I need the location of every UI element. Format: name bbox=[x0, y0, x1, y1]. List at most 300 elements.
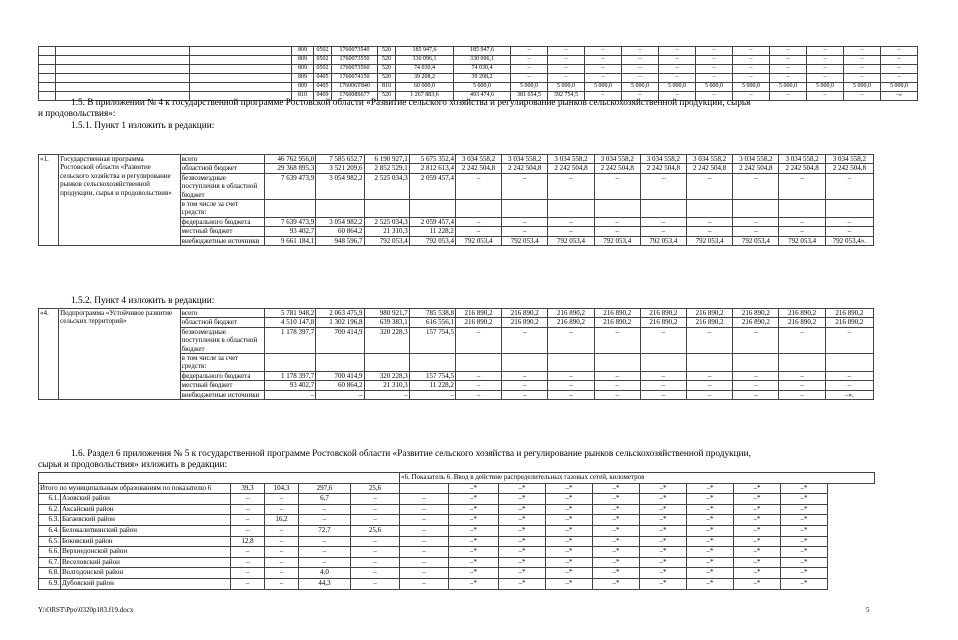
funding-value: 6 190 927,1 bbox=[364, 155, 409, 164]
funding-value: – bbox=[455, 217, 501, 226]
table-cell: – bbox=[548, 56, 585, 65]
funding-value: 157 754,5 bbox=[409, 327, 455, 353]
indicator-value: – bbox=[299, 547, 351, 558]
indicator-value: 44,3 bbox=[299, 578, 351, 589]
funding-value bbox=[409, 200, 455, 218]
table-cell: 1 267 883,6 bbox=[396, 92, 454, 101]
funding-value bbox=[364, 200, 409, 218]
funding-value: 3 034 558,2 bbox=[733, 155, 779, 164]
table-row bbox=[39, 47, 958, 56]
table-cell: 520 bbox=[378, 65, 396, 74]
funding-value: 216 890,2 bbox=[640, 309, 686, 318]
indicator-value: 4,0 bbox=[299, 568, 351, 579]
table-cell: 5 000,0 bbox=[548, 83, 585, 92]
funding-value: 216 890,2 bbox=[502, 309, 548, 318]
indicator-value: –* bbox=[546, 547, 593, 558]
table-row bbox=[39, 473, 875, 484]
table-cell: – bbox=[807, 56, 844, 65]
indicator-value: –* bbox=[781, 525, 828, 536]
funding-value bbox=[548, 354, 594, 372]
funding-value: 216 890,2 bbox=[825, 318, 873, 327]
table-row bbox=[39, 74, 958, 83]
funding-value: 216 890,2 bbox=[779, 318, 825, 327]
indicator-value: –* bbox=[593, 578, 640, 589]
funding-value: 1 302 196,8 bbox=[316, 318, 364, 327]
table-cell: 520 bbox=[378, 56, 396, 65]
indicator-value: – bbox=[351, 547, 400, 558]
empty-cell bbox=[39, 56, 56, 65]
indicator-value: –* bbox=[546, 525, 593, 536]
table-cell: – bbox=[696, 65, 733, 74]
table-cell: 0502 bbox=[314, 47, 332, 56]
table-cell: 5 000,0 bbox=[696, 83, 733, 92]
indicator-value: – bbox=[400, 515, 449, 526]
funding-value: 792 053,4 bbox=[687, 236, 733, 245]
indicator-value: – bbox=[265, 494, 299, 505]
funding-value: 216 890,2 bbox=[455, 318, 501, 327]
indicator-value: – bbox=[231, 504, 265, 515]
funding-value: – bbox=[779, 227, 825, 236]
indicator-value: 72,7 bbox=[299, 525, 351, 536]
table-cell: – bbox=[807, 92, 844, 101]
funding-value: 3 034 558,2 bbox=[594, 155, 640, 164]
funding-value: 1 178 397,7 bbox=[265, 327, 316, 353]
funding-value: 3 054 982,2 bbox=[316, 217, 364, 226]
funding-value: – bbox=[687, 217, 733, 226]
total-value: –* bbox=[593, 483, 640, 494]
table-cell: – bbox=[770, 74, 807, 83]
indicator-value: – bbox=[231, 494, 265, 505]
funding-value bbox=[409, 354, 455, 372]
funding-value: 216 890,2 bbox=[733, 309, 779, 318]
table-cell: – bbox=[585, 56, 622, 65]
indicator-value: – bbox=[231, 515, 265, 526]
funding-value: – bbox=[455, 173, 501, 199]
funding-value: 216 890,2 bbox=[548, 318, 594, 327]
indicator-value: –* bbox=[499, 504, 546, 515]
funding-value: 2 242 504,8 bbox=[779, 164, 825, 173]
indicator-value: – bbox=[400, 504, 449, 515]
funding-value: 2 242 504,8 bbox=[825, 164, 873, 173]
indicator-value: –* bbox=[546, 515, 593, 526]
funding-value: 2 242 504,8 bbox=[640, 164, 686, 173]
indicator-value: –* bbox=[640, 525, 687, 536]
indicator-value: –* bbox=[546, 494, 593, 505]
total-value: 297,6 bbox=[299, 483, 351, 494]
total-value: –* bbox=[734, 483, 781, 494]
indicator-value: – bbox=[351, 536, 400, 547]
table-cell: – bbox=[696, 47, 733, 56]
table-cell: – bbox=[548, 74, 585, 83]
table-cell: – bbox=[733, 74, 770, 83]
empty-cell bbox=[39, 65, 56, 74]
table-cell: – bbox=[733, 65, 770, 74]
table-cell: 5 000,0 bbox=[844, 83, 881, 92]
indicator-value: –* bbox=[734, 578, 781, 589]
table-cell: – bbox=[585, 47, 622, 56]
program-1-table bbox=[38, 154, 874, 246]
funding-value: – bbox=[548, 217, 594, 226]
indicator-value: –* bbox=[687, 494, 734, 505]
funding-source-label: местный бюджет bbox=[180, 227, 264, 236]
funding-value: – bbox=[825, 381, 873, 390]
funding-value: 792 053,4 bbox=[640, 236, 686, 245]
row-number: 6.4. bbox=[39, 525, 61, 536]
funding-value: 5 675 352,4 bbox=[409, 155, 455, 164]
footer-file-path: Y:\ORST\Ppo\0320p183.f19.docx bbox=[38, 606, 134, 614]
indicator-value: –* bbox=[449, 515, 499, 526]
table-cell: – bbox=[659, 47, 696, 56]
district-name: Дубовский район bbox=[61, 578, 231, 589]
table-cell: – bbox=[733, 56, 770, 65]
indicator-value: –* bbox=[687, 578, 734, 589]
funding-value: 93 402,7 bbox=[265, 381, 316, 390]
table-cell: – bbox=[511, 65, 548, 74]
funding-value: 7 639 473,9 bbox=[265, 173, 316, 199]
table-cell: – bbox=[807, 65, 844, 74]
table-cell: – bbox=[881, 74, 918, 83]
indicator-value: –* bbox=[640, 504, 687, 515]
table-cell: 810 bbox=[292, 92, 314, 101]
table-row bbox=[39, 525, 875, 536]
table-cell: – bbox=[770, 47, 807, 56]
indicator-value: –* bbox=[449, 525, 499, 536]
funding-value: 948 596,7 bbox=[316, 236, 364, 245]
funding-value: 792 053,4 bbox=[779, 236, 825, 245]
indicator-value: –* bbox=[449, 578, 499, 589]
indicator-value: – bbox=[400, 525, 449, 536]
indicator-value: – bbox=[299, 515, 351, 526]
indicator-value: –* bbox=[781, 547, 828, 558]
funding-value: 980 921,7 bbox=[364, 309, 409, 318]
program-number: «1. bbox=[39, 155, 59, 246]
funding-value: – bbox=[733, 227, 779, 236]
funding-value: – bbox=[733, 327, 779, 353]
district-name: Белокалитвинский район bbox=[61, 525, 231, 536]
program-4-table bbox=[38, 308, 874, 400]
indicator-value: 25,6 bbox=[351, 525, 400, 536]
program-number: «4. bbox=[39, 309, 59, 400]
table-cell: – bbox=[622, 65, 659, 74]
empty-cell bbox=[190, 83, 292, 92]
funding-value: – bbox=[687, 371, 733, 380]
indicator-value: –* bbox=[449, 504, 499, 515]
empty-cell bbox=[190, 56, 292, 65]
district-name: Багаевский район bbox=[61, 515, 231, 526]
funding-value: 216 890,2 bbox=[455, 309, 501, 318]
funding-value: 792 053,4 bbox=[409, 236, 455, 245]
funding-value: – bbox=[640, 173, 686, 199]
funding-value: – bbox=[548, 173, 594, 199]
funding-value: 3 034 558,2 bbox=[548, 155, 594, 164]
paragraph-1-5-line2: и продовольствия»: bbox=[38, 109, 116, 119]
total-value: –* bbox=[687, 483, 734, 494]
funding-value bbox=[265, 354, 316, 372]
table-cell: – bbox=[844, 92, 881, 101]
table-row bbox=[39, 557, 875, 568]
table-cell: 0405 bbox=[314, 83, 332, 92]
table-cell: – bbox=[844, 56, 881, 65]
indicator-value: – bbox=[231, 578, 265, 589]
table-cell: – bbox=[807, 74, 844, 83]
table-cell: – bbox=[659, 65, 696, 74]
paragraph-1-6-line1: 1.6. Раздел 6 приложения № 5 к государственной программе Ростовской области «Развитие сельского хозяйства и регулирование рынков сельскохозяйственной продукции, bbox=[71, 449, 751, 459]
funding-value: 700 414,9 bbox=[316, 327, 364, 353]
funding-value bbox=[687, 354, 733, 372]
indicator-value: –* bbox=[640, 568, 687, 579]
row-number: 6.5. bbox=[39, 536, 61, 547]
indicator-value: – bbox=[351, 557, 400, 568]
funding-value: 60 864,2 bbox=[316, 227, 364, 236]
table-cell: 1760073550 bbox=[332, 56, 378, 65]
funding-value: 2 242 504,8 bbox=[687, 164, 733, 173]
indicator-value: –* bbox=[687, 515, 734, 526]
funding-value: 1 178 397,7 bbox=[265, 371, 316, 380]
funding-value: – bbox=[779, 381, 825, 390]
funding-value: 157 754,5 bbox=[409, 371, 455, 380]
table-cell: 330 096,1 bbox=[396, 56, 454, 65]
funding-value: – bbox=[455, 227, 501, 236]
district-name: Волгодонской район bbox=[61, 568, 231, 579]
gas-networks-table bbox=[38, 472, 875, 590]
funding-value: – bbox=[640, 327, 686, 353]
indicator-value: –* bbox=[449, 557, 499, 568]
funding-value: – bbox=[733, 390, 779, 399]
table-cell: – bbox=[881, 56, 918, 65]
table-cell: 39 208,2 bbox=[454, 74, 511, 83]
empty-cell bbox=[39, 473, 400, 484]
funding-value: – bbox=[779, 217, 825, 226]
indicator-value: – bbox=[351, 568, 400, 579]
indicator-value: – bbox=[351, 494, 400, 505]
funding-value: 7 639 473,9 bbox=[265, 217, 316, 226]
funding-value bbox=[455, 200, 501, 218]
table-cell: 176008S677 bbox=[332, 92, 378, 101]
funding-value: – bbox=[594, 371, 640, 380]
funding-value bbox=[594, 200, 640, 218]
indicator-value: – bbox=[400, 494, 449, 505]
funding-value: 216 890,2 bbox=[825, 309, 873, 318]
table-cell: – bbox=[622, 47, 659, 56]
funding-value: –». bbox=[825, 390, 873, 399]
funding-value: 3 521 209,6 bbox=[316, 164, 364, 173]
table-cell: 520 bbox=[378, 47, 396, 56]
indicator-value: –* bbox=[781, 504, 828, 515]
indicator-value: –* bbox=[499, 515, 546, 526]
total-value: –* bbox=[449, 483, 499, 494]
indicator-value: –* bbox=[499, 547, 546, 558]
funding-value bbox=[640, 354, 686, 372]
indicator-value: – bbox=[231, 557, 265, 568]
indicator-value: –* bbox=[781, 557, 828, 568]
funding-value: 320 228,3 bbox=[364, 327, 409, 353]
table-cell: 809 bbox=[292, 83, 314, 92]
indicator-value: –* bbox=[734, 557, 781, 568]
table-cell: 520 bbox=[378, 92, 396, 101]
funding-source-label: федерального бюджета bbox=[180, 371, 264, 380]
table-cell: 176006Т840 bbox=[332, 83, 378, 92]
table-cell: 5 000,0 bbox=[511, 83, 548, 92]
table-cell: – bbox=[622, 92, 659, 101]
table-cell: 5 000,0 bbox=[881, 83, 918, 92]
funding-value: – bbox=[548, 371, 594, 380]
total-value bbox=[400, 483, 449, 494]
indicator-value: –* bbox=[640, 494, 687, 505]
funding-value: – bbox=[502, 390, 548, 399]
funding-value bbox=[316, 200, 364, 218]
funding-value: 5 781 948,2 bbox=[265, 309, 316, 318]
table-cell: – bbox=[548, 47, 585, 56]
indicator-value: –* bbox=[687, 557, 734, 568]
table-row bbox=[39, 578, 875, 589]
funding-value: 616 556,1 bbox=[409, 318, 455, 327]
funding-value: 3 054 982,2 bbox=[316, 173, 364, 199]
indicator-value: –* bbox=[781, 568, 828, 579]
empty-cell bbox=[56, 74, 190, 83]
funding-value: – bbox=[548, 327, 594, 353]
funding-value: – bbox=[364, 390, 409, 399]
top-budget-table bbox=[38, 46, 958, 101]
table-cell: 5 000,0 bbox=[659, 83, 696, 92]
indicator-value: –* bbox=[593, 494, 640, 505]
indicator-value: –* bbox=[449, 536, 499, 547]
total-value: –* bbox=[781, 483, 828, 494]
indicator-value: –* bbox=[593, 536, 640, 547]
funding-value: 3 034 558,2 bbox=[825, 155, 873, 164]
funding-value: – bbox=[316, 390, 364, 399]
funding-value: 9 661 184,1 bbox=[265, 236, 316, 245]
funding-value: 2 242 504,8 bbox=[502, 164, 548, 173]
funding-value: 792 053,4 bbox=[733, 236, 779, 245]
table-cell: 0502 bbox=[314, 65, 332, 74]
funding-value: 2 242 504,8 bbox=[548, 164, 594, 173]
table-cell: – bbox=[770, 56, 807, 65]
indicator-value: – bbox=[400, 536, 449, 547]
funding-value: – bbox=[265, 390, 316, 399]
table-cell: 809 bbox=[292, 65, 314, 74]
indicator-value: –* bbox=[449, 494, 499, 505]
table-cell: 5 000,0 bbox=[733, 83, 770, 92]
table-cell: 809 bbox=[292, 47, 314, 56]
table-cell: – bbox=[844, 65, 881, 74]
indicator-value: – bbox=[231, 525, 265, 536]
indicator-value: –* bbox=[593, 504, 640, 515]
funding-value: – bbox=[640, 371, 686, 380]
table-row bbox=[39, 504, 875, 515]
table-cell: – bbox=[622, 56, 659, 65]
paragraph-1-6 bbox=[38, 449, 878, 460]
funding-value: 2 242 504,8 bbox=[733, 164, 779, 173]
funding-value: 93 402,7 bbox=[265, 227, 316, 236]
table-cell: – bbox=[807, 47, 844, 56]
indicator-header: «6. Показатель 6. Ввод в действие распределительных газовых сетей, километров bbox=[400, 473, 875, 484]
table-row bbox=[39, 65, 958, 74]
indicator-value: – bbox=[299, 504, 351, 515]
table-cell: 0405 bbox=[314, 74, 332, 83]
empty-cell bbox=[39, 47, 56, 56]
funding-value: 639 383,1 bbox=[364, 318, 409, 327]
funding-value: – bbox=[594, 227, 640, 236]
indicator-value: –* bbox=[546, 578, 593, 589]
indicator-value: –* bbox=[449, 568, 499, 579]
table-row bbox=[39, 515, 875, 526]
indicator-value: –* bbox=[734, 547, 781, 558]
funding-value: 21 310,3 bbox=[364, 381, 409, 390]
footer-page-number: 5 bbox=[866, 606, 870, 614]
row-number: 6.1. bbox=[39, 494, 61, 505]
funding-value: 3 034 558,2 bbox=[502, 155, 548, 164]
table-cell: – bbox=[511, 47, 548, 56]
indicator-value: –* bbox=[687, 536, 734, 547]
funding-value: 2 063 475,9 bbox=[316, 309, 364, 318]
funding-value: – bbox=[825, 217, 873, 226]
funding-value: – bbox=[779, 327, 825, 353]
table-cell: – bbox=[659, 56, 696, 65]
funding-value: – bbox=[455, 371, 501, 380]
total-value: 39,3 bbox=[231, 483, 265, 494]
indicator-value: –* bbox=[546, 504, 593, 515]
indicator-value: – bbox=[265, 557, 299, 568]
indicator-value: –* bbox=[546, 557, 593, 568]
indicator-value: –* bbox=[734, 515, 781, 526]
row-number: 6.8. bbox=[39, 568, 61, 579]
total-value: –* bbox=[640, 483, 687, 494]
funding-value bbox=[733, 354, 779, 372]
funding-value: – bbox=[825, 371, 873, 380]
indicator-value: –* bbox=[734, 525, 781, 536]
indicator-value: –* bbox=[640, 515, 687, 526]
funding-value: 2 525 034,3 bbox=[364, 173, 409, 199]
indicator-value: –* bbox=[687, 568, 734, 579]
funding-value: – bbox=[594, 217, 640, 226]
indicator-value: – bbox=[265, 547, 299, 558]
indicator-value: – bbox=[400, 568, 449, 579]
funding-value: – bbox=[687, 390, 733, 399]
funding-value bbox=[733, 200, 779, 218]
funding-source-label: областной бюджет bbox=[180, 164, 264, 173]
row-number: 6.9. bbox=[39, 578, 61, 589]
empty-cell bbox=[56, 56, 190, 65]
indicator-value: – bbox=[351, 504, 400, 515]
funding-value bbox=[825, 200, 873, 218]
paragraph-1-5-1: 1.5.1. Пункт 1 изложить в редакции: bbox=[71, 121, 215, 131]
paragraph-1-5-2: 1.5.2. Пункт 4 изложить в редакции: bbox=[71, 296, 215, 306]
indicator-value: – bbox=[400, 578, 449, 589]
funding-source-label: местный бюджет bbox=[180, 381, 264, 390]
funding-source-label: всего bbox=[180, 309, 264, 318]
indicator-value: – bbox=[265, 568, 299, 579]
funding-value bbox=[687, 200, 733, 218]
total-value: 104,3 bbox=[265, 483, 299, 494]
table-cell: – bbox=[881, 47, 918, 56]
indicator-value: –* bbox=[449, 547, 499, 558]
table-cell: – bbox=[733, 92, 770, 101]
indicator-value: –* bbox=[687, 525, 734, 536]
indicator-value: –* bbox=[593, 515, 640, 526]
funding-value bbox=[364, 354, 409, 372]
empty-cell bbox=[56, 47, 190, 56]
indicator-value: – bbox=[265, 525, 299, 536]
indicator-value: –* bbox=[499, 578, 546, 589]
table-cell: 5 000,0 bbox=[585, 83, 622, 92]
funding-value: – bbox=[825, 173, 873, 199]
table-row bbox=[39, 536, 875, 547]
indicator-value: –* bbox=[546, 536, 593, 547]
funding-value bbox=[502, 354, 548, 372]
district-name: Азовский район bbox=[61, 494, 231, 505]
empty-cell bbox=[190, 47, 292, 56]
table-cell: 392 754,5 bbox=[548, 92, 585, 101]
